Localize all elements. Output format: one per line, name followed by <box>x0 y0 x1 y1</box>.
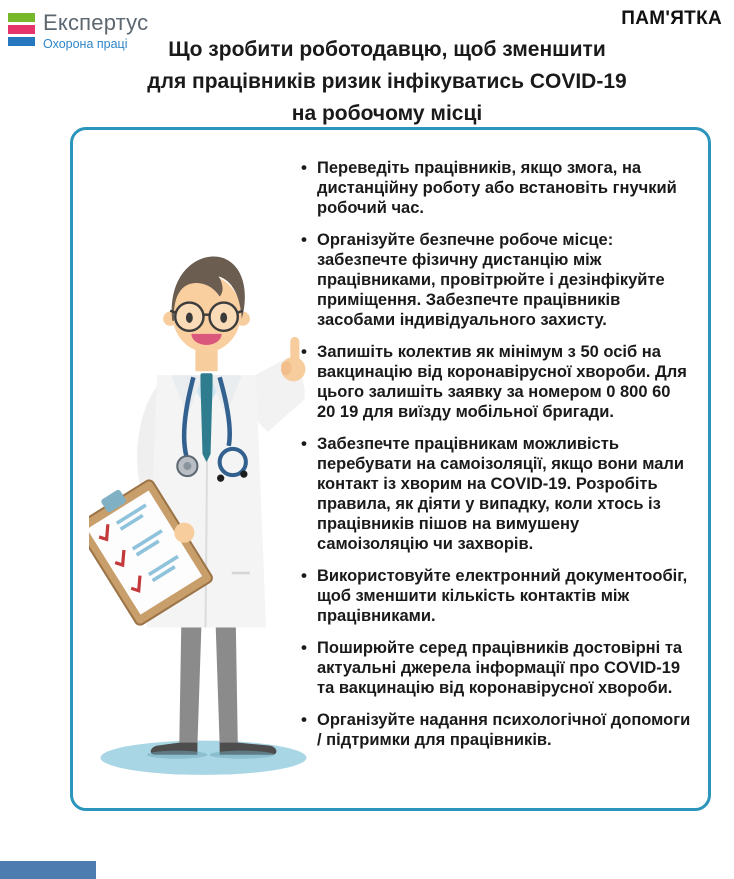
recommendations-list <box>299 158 691 762</box>
doctor-illustration <box>89 238 319 788</box>
floor-shadow <box>101 741 307 775</box>
footer-bar <box>0 861 96 879</box>
logo-stripes-icon <box>8 13 35 46</box>
list-item: • Поширюйте серед працівників достовірні та актуальні джерела інформації про COVID-19 та вакцинацію від коронавірусної хвороби. <box>299 638 691 698</box>
doctor-leg-right <box>216 624 238 745</box>
logo-name: Експертус <box>43 10 149 35</box>
doctor-eye-left <box>186 312 193 322</box>
title-line-1: Що зробити роботодавцю, щоб зменшити <box>168 38 606 61</box>
title-line-3: на робочому місці <box>291 102 483 125</box>
doctor-eye-right <box>220 312 227 322</box>
list-item: • Запишіть колектив як мінімум з 50 осіб на вакцинацію від коронавірусної хвороби. Для цього залишіть заявку за номером 0 800 60 20 19 для виїзду мобільної бригади. <box>299 342 691 422</box>
title-line-2: для працівників ризик інфікуватись COVID-19 <box>147 70 627 93</box>
list-item: • Переведіть працівників, якщо змога, на дистанційну роботу або встановіть гнучкий робочий час. <box>299 158 691 218</box>
list-item: • Використовуйте електронний документообіг, щоб зменшити кількість контактів між працівниками. <box>299 566 691 626</box>
blue-stripe-icon <box>8 37 35 46</box>
green-stripe-icon <box>8 13 35 22</box>
list-item: • Організуйте надання психологічної допомоги / підтримки для працівників. <box>299 710 691 750</box>
doctor-leg-left <box>179 624 201 745</box>
pink-stripe-icon <box>8 25 35 34</box>
logo-tagline: Охорона праці <box>43 37 128 51</box>
content-box <box>70 127 711 811</box>
list-item: • Організуйте безпечне робоче місце: забезпечте фізичну дистанцію між працівниками, провітрюйте і дезінфікуйте приміщення. Забезпечте працівників засобами індивідуального захисту. <box>299 230 691 330</box>
memo-badge: ПАМ'ЯТКА <box>621 8 722 29</box>
list-item: • Забезпечте працівникам можливість перебувати на самоізоляції, якщо вони мали контакт із хворим на COVID-19. Розробіть правила, як діяти у випадку, коли хтось із працівників пішов на вимушену самоізоляцію чи захворів. <box>299 434 691 554</box>
holding-hand-icon <box>174 523 194 543</box>
page-title <box>48 34 726 130</box>
